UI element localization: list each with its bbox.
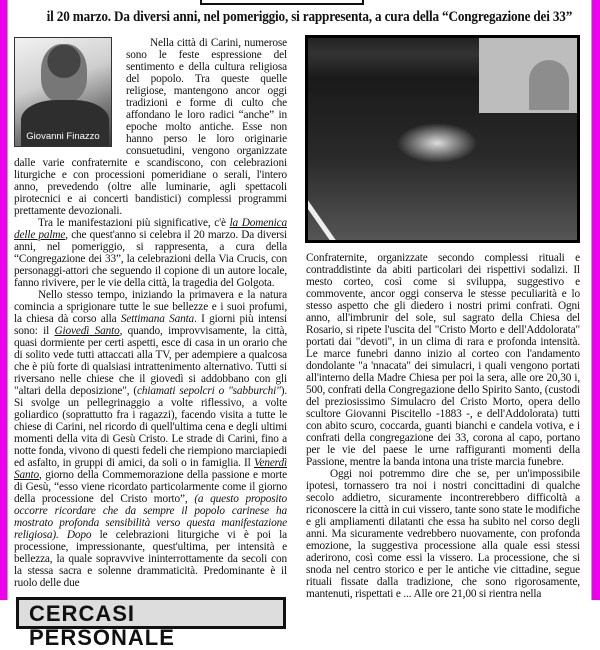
author-portrait xyxy=(14,37,112,147)
cropped-header-box xyxy=(200,0,364,5)
paragraph: Nella città di Carini, numerose sono le feste espressione del sentimento e della cultura religiosa del popolo. Tra queste quelle religiose, mantengono ancor oggi tradizioni e forme di culto che affondano le loro radici “anche” in epoche molto antiche. Esse non hanno perso le loro originarie consuetudini, vengono organizzate dalle varie confraternite e scandiscono, con celebrazioni liturgiche e con processioni pomeridiane o serali, l'intero anno, prevedendo (oltre alle luminarie, agli spettacoli pirotecnici e ai concerti bandistici) complessi programmi prettamente devozionali. xyxy=(14,37,287,217)
paragraph: Nello stesso tempo, iniziando la primavera e la natura comincia a sprigionare tutte le sue bellezze e i suoi profumi, la chiesa dà corso alla Settimana Santa. I giorni più intensi sono: il Giovedì Santo, quando, improvvisamente, la città, quasi dormiente per certi aspetti, esce di casa in un orario che di solito vede tutti attaccati alla TV, per adempiere a qualcosa che è più forte di qualsiasi intrattenimento alternativo. Tutti si riversano nelle chiese che il giovedì si addobbano con gli "altari della deposizione", (chiamati sepolcri o "sabburchi"). Si svolge un pellegrinaggio a volte riflessivo, a volte goliardico (soprattutto fra i ragazzi), facendo visita a tutte le chiese di Carini, nel ricordo di quell'ultima cena e degli ultimi momenti della vita di Gesù Cristo. Le strade di Carini, fino a notte fonda, vivono di questi fedeli che riempiono marciapiedi ed asfalto, in gruppi di amici, da soli o in famiglia. Il Venerdì Santo, giorno della Commemorazione della passione e morte di Gesù, “esso viene ricordato particolarmente come il giorno della processione del Cristo morto”, (a questo proposito occorre ricordare che da sempre il popolo carinese ha mostrato profonda sensibilità verso questa manifestazione religiosa). Dopo le celebrazioni liturgiche vi è poi la processione, impressionante, quest'ultima, per intensità e bellezza, la quale sopravvive ininterrottamente da secoli con la stessa sacra e solenne drammaticità. Predominante è il ruolo delle due xyxy=(14,289,287,589)
paragraph: Confraternite, organizzate secondo complessi rituali e contraddistinte da abiti particolari dei rispettivi sodalizi. Il mesto corteo, così come si sviluppa, suggestivo e commovente, ancor oggi conserva le stesse peculiarità e lo stesso aspetto che gli diedero i nostri primi confrati. Ogni anno, all'imbrunir del sole, sul sagrato della Chiesa del Rosario, si ripete l'uscita del "Cristo Morto e dell'Addolorata" portati dai "devoti", in un clima di rara e profonda intensità. Le marce funebri danno inizio al corteo con l'andamento dondolante "a 'nnacata" dei simulacri, i quali vengono portati all'interno della Madre Chiesa per poi la sera, alle ore 20,30 i, 500, confrati della Congregazione dello Spirito Santo, (custodi del preziosissimo Simulacro del Cristo Morto, opera dello scultore Giovanni Piscitello -1883 -, e dell'Addolorata) tutti con abito scuro, coccarda, guanti bianchi e candela votiva, e i confrati della congregazione dei 33, corona al capo, portano per le vie del paese le urne raffiguranti momenti della Passione, mentre la banda intona una triste marcia funebre. xyxy=(306,252,580,468)
job-ad-box xyxy=(16,597,286,650)
article-column-right xyxy=(306,252,580,600)
procession-photo xyxy=(305,35,580,243)
portrait-caption: Giovanni Finazzo xyxy=(26,131,100,142)
ad-title: CERCASI PERSONALE xyxy=(29,601,175,650)
paragraph: Oggi noi potremmo dire che se, per un'impossibile ipotesi, tornassero tra noi i nostri concittadini di qualche secolo addietro, sicuramente incontrerebbero difficoltà a riconoscere la città in cui vissero, tante sono state le modifiche e gli ampliamenti dilatanti che essa ha subito nel corso degli anni. Ma sicuramente vedrebbero nuovamente, con profonda emozione, la suggestiva processione alla quale essi stessi aderirono, così come essi la vissero. La processione, che si snoda nel centro storico e per le antiche vie cittadine, segue rituali fissate dalla tradizione, che sono rigorosamente, mantenuti, rispettati e ... Alle ore 21,00 si rientra nella xyxy=(306,468,580,600)
page-border-left xyxy=(0,0,8,600)
paragraph: Tra le manifestazioni più significative, c'è la Domenica delle palme, che quest'anno si celebra il 20 marzo. Da diversi anni, nel pomeriggio, si rappresenta, a cura della “Congregazione dei 33”, la celebrazioni della Via Crucis, con personaggi-attori che seguendo il copione di un autore locale, fanno rivivere, per le vie della città, la tragedia del Golgota. xyxy=(14,217,287,289)
page-border-right xyxy=(591,0,600,600)
article-column-left xyxy=(14,37,287,650)
article-headline: il 20 marzo. Da diversi anni, nel pomeriggio, si rappresenta, a cura della “Congregazione dei 33” xyxy=(46,9,573,25)
